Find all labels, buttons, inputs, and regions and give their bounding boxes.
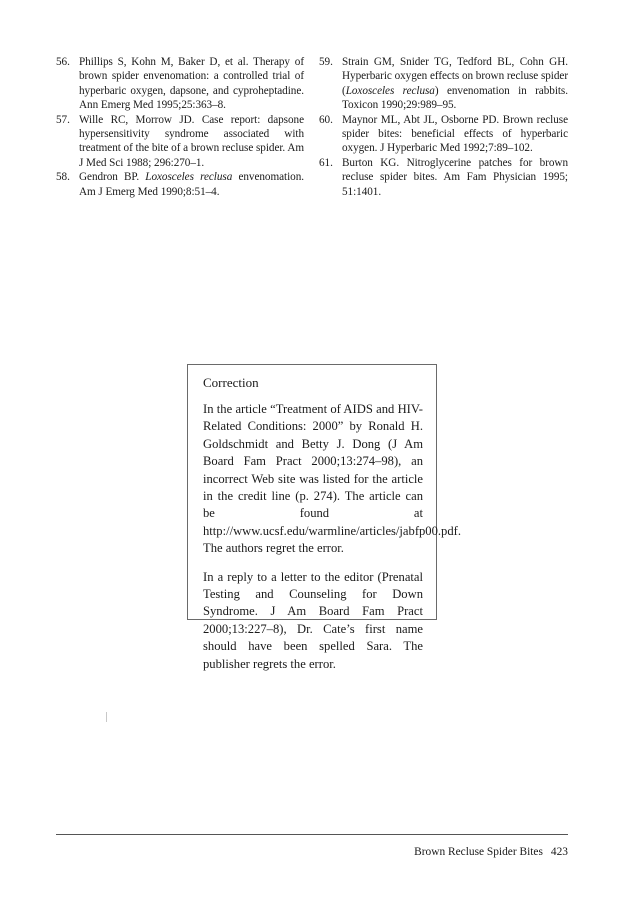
reference-item xyxy=(319,156,568,199)
footer-divider xyxy=(56,834,568,835)
reference-number: 58. xyxy=(56,171,70,184)
reference-number: 61. xyxy=(319,156,333,169)
reference-item xyxy=(56,170,304,199)
reference-number: 56. xyxy=(56,56,70,68)
reference-item xyxy=(56,55,304,113)
reference-item xyxy=(56,113,304,171)
correction-paragraph: In a reply to a letter to the editor (Prenatal Testing and Counseling for Down Syndrome. J Am Board Fam Pract 2000;13:227–8), Dr. Cate’s first name should have been spelled Sara. The publisher regrets the error. xyxy=(203,569,423,671)
reference-number: 60. xyxy=(319,113,333,126)
reference-text: Burton KG. Nitroglycerine patches for brown recluse spider bites. Am Fam Physician 1995; 51:1401. xyxy=(342,156,568,198)
reference-text: Wille RC, Morrow JD. Case report: dapsone hypersensitivity syndrome associated with treatment of the bite of a brown recluse spider. Am J Med Sci 1988; 296:270–1. xyxy=(79,113,304,169)
running-title: Brown Recluse Spider Bites xyxy=(414,846,543,858)
references-right-column xyxy=(319,55,568,199)
page-footer xyxy=(414,845,568,859)
reference-text: Phillips S, Kohn M, Baker D, et al. Therapy of brown spider envenomation: a controlled trial of hyperbaric oxygen, dapsone, and cyproheptadine. Ann Emerg Med 1995;25:363–8. xyxy=(79,56,304,112)
reference-text: Strain GM, Snider TG, Tedford BL, Cohn GH. Hyperbaric oxygen effects on brown recluse spider (Loxosceles reclusa) envenomation in rabbits. Toxicon 1990;29:989–95. xyxy=(342,56,568,112)
reference-item xyxy=(319,113,568,156)
reference-number: 59. xyxy=(319,56,333,68)
reference-text: Gendron BP. Loxosceles reclusa envenomation. Am J Emerg Med 1990;8:51–4. xyxy=(79,171,304,198)
correction-box xyxy=(187,364,461,671)
page-number: 423 xyxy=(550,846,568,858)
references-left-column xyxy=(56,55,304,199)
stray-mark xyxy=(106,712,107,722)
reference-number: 57. xyxy=(56,113,70,126)
reference-item xyxy=(319,55,568,113)
correction-title: Correction xyxy=(203,375,259,390)
reference-text: Maynor ML, Abt JL, Osborne PD. Brown recluse spider bites: beneficial effects of hyperbaric oxygen. J Hyperbaric Med 1992;7:89–102. xyxy=(342,113,568,155)
correction-paragraph: In the article “Treatment of AIDS and HIV-Related Conditions: 2000” by Ronald H. Goldschmidt and Betty J. Dong (J Am Board Fam Pract 2000;13:274–98), an incorrect Web site was listed for the article in the credit line (p. 274). The article can be found at http://www.ucsf.edu/warmline/articles/jabfp00.pdf. The authors regret the error. xyxy=(203,402,461,556)
